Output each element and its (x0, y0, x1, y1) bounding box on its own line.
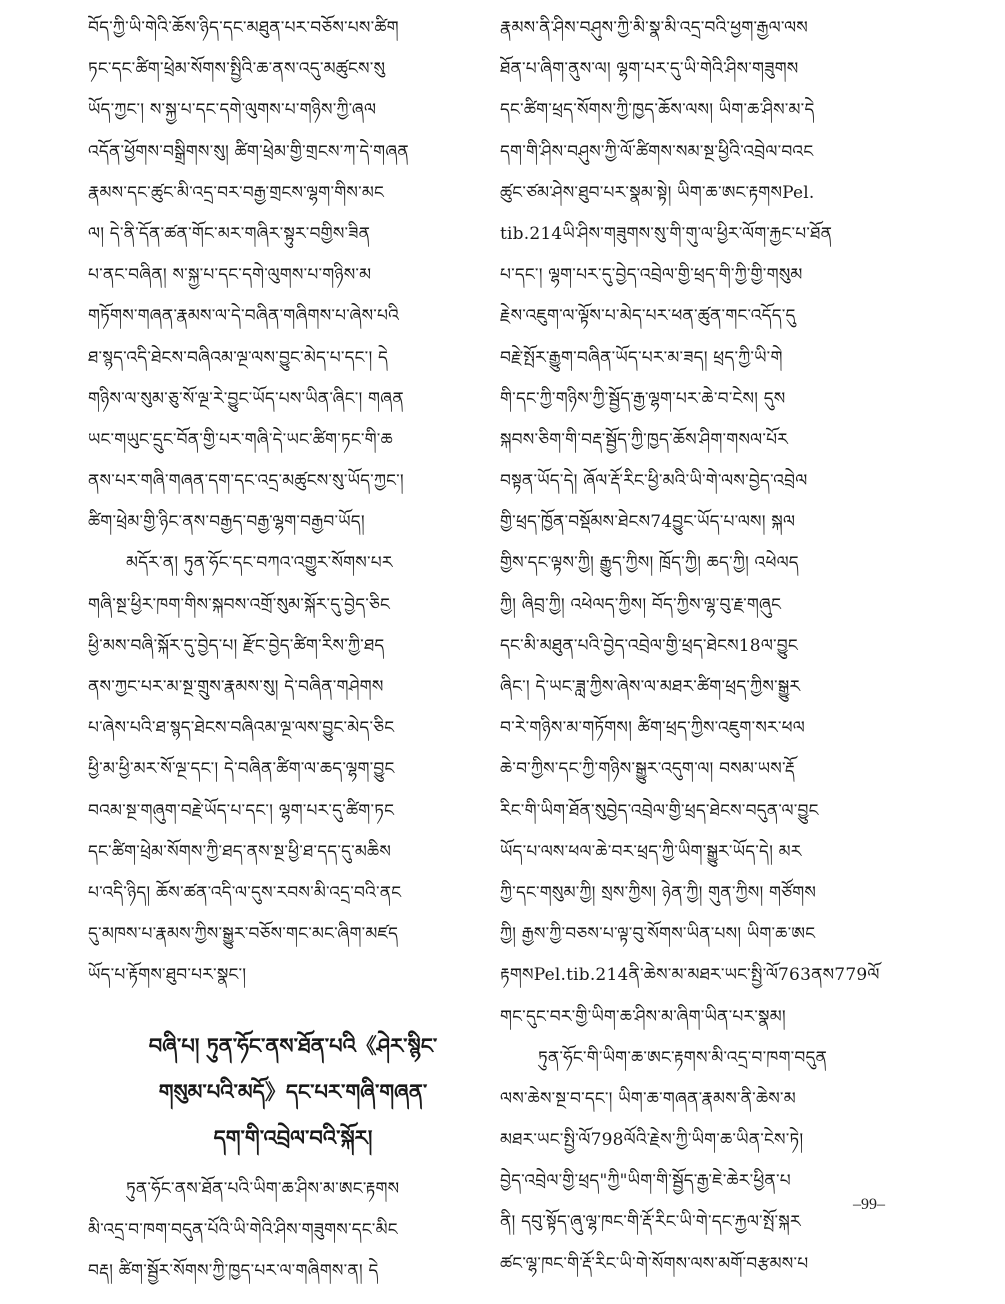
text-line: ཀྱི། ཞིབྲ་ཀྱི། འཕེལད་ཀྱིས། བོད་ཀྱིས་ལྷ་བུ་རྗ་གཞུང (500, 594, 782, 615)
left-column (88, 8, 498, 1292)
right-paragraph-1 (500, 8, 910, 1038)
section-heading (88, 1023, 498, 1161)
text-line: ཀྱི་དང་གསུམ་ཀྱི། སྲས་ཀྱིས། ཉེན་ཀྱི། གུན་ཀྱིས། གཙོགས (500, 882, 817, 903)
text-line: ཐ་སྙད་འདི་ཐེངས་བཞིའམ་ལྔ་ལས་བྱུང་མེད་པ་དང་། དེ (88, 347, 389, 368)
section-heading-line: དག་གི་འབྲེལ་བའི་སྐོར། (213, 1124, 373, 1150)
text-line: སྐབས་ཅིག་གི་བརྡ་སྦྱོད་ཀྱི་ཁྱད་ཆོས་ཤིག་གསལ་པོར (500, 429, 788, 450)
text-line: ཕྱི་མ་ཕྱི་མར་སོ་ལྔ་དང་། དེ་བཞིན་ཚིག་ལ་ཆད་ལྷག་བྱུང (88, 759, 395, 780)
text-line: བསྟན་ཡོད་དེ། ཞོལ་རྡོ་རིང་ཕྱི་མའི་ཡི་གེ་ལས་བྱེད་འབྲེལ (500, 471, 808, 492)
text-line: རྟགསPel.tib.214ནི་ཆེས་མ་མཐར་ཡང་སྤྱི་ལོ763ནས779ལོ (500, 965, 880, 986)
text-line: མདོར་ན། ཏུན་ཧོང་དང་བཀའ་འགྱུར་སོགས་པར (126, 553, 393, 574)
text-line: དུ་མཁས་པ་རྣམས་ཀྱིས་སྒྱུར་བཅོས་གང་མང་ཞིག་མཛད (88, 924, 399, 945)
text-line: བོད་ཀྱི་ཡི་གེའི་ཆོས་ཉིད་དང་མཐུན་པར་བཅོས་པས་ཚིག (88, 18, 399, 38)
text-line: ཕྱི་མས་བཞི་སྐོར་དུ་བྱེད་པ། རྫོང་བྱེད་ཚིག་རིས་ཀྱི་ཐད (88, 635, 385, 656)
text-line: པ་ཞེས་པའི་ཐ་སྙད་ཐེངས་བཞིའམ་ལྔ་ལས་བྱུང་མེད་ཅིང (88, 718, 395, 739)
text-line: གི་དང་ཀྱི་གཉིས་ཀྱི་སྦྱོད་རྒྱ་ལྷག་པར་ཆེ་བ་ངེས། དུས (500, 388, 786, 409)
text-line: དང་ཚིག་ཕྲད་སོགས་ཀྱི་ཁྱད་ཆོས་ལས། ཡིག་ཆ་ཤིས་མ་དེ (500, 100, 815, 121)
left-paragraph-1 (88, 8, 498, 543)
text-line: ཞིང་། དེ་ཡང་ཟླ་ཀྱིས་ཞེས་ལ་མཐར་ཚིག་ཕྲད་ཀྱིས་སྒྱུར (500, 677, 801, 697)
text-line: མཐར་ཡང་སྤྱི་ལོ798ལོའི་རྗེས་ཀྱི་ཡིག་ཆ་ཡིན་ངེས་ཏེ། (500, 1130, 804, 1151)
text-line: ནས་ཀྱང་པར་མ་སྔ་གྲུས་རྣམས་སུ། དེ་བཞིན་གཤེགས (88, 677, 384, 697)
text-line: གང་དུང་བར་གྱི་ཡིག་ཆ་ཤིས་མ་ཞིག་ཡིན་པར་སྣམ། (500, 1006, 786, 1027)
section-heading-line: བཞི་པ། ཏུན་ཧོང་ནས་ཐོན་པའི《ཤེར་སྙིང་ (148, 1032, 438, 1058)
text-line: ལས་ཆེས་སྔ་བ་དང་། ཡིག་ཆ་གཞན་རྣམས་ནི་ཆེས་མ (500, 1088, 796, 1109)
text-line: ཏང་དང་ཚིག་ཕྲེམ་སོགས་སྤྱིའི་ཆ་ནས་འདུ་མཚུངས་སུ (88, 59, 386, 80)
text-line: བ་རེ་གཉིས་མ་གཏོགས། ཚིག་ཕྲད་ཀྱིས་འཇུག་སར་ཕལ (500, 718, 805, 739)
text-line: ཏུན་ཧོང་ནས་ཐོན་པའི་ཡིག་ཆ་ཤིས་མ་ཨང་རྟགས (126, 1178, 400, 1199)
text-line: མི་འདྲ་བ་ཁག་བདུན་པོའི་ཡི་གེའི་ཤིས་གཟུགས་དང་མིང (88, 1219, 398, 1240)
text-line: ཚིག་ཕྲེམ་གྱི་ཉིང་ནས་བརྒྱད་བརྒྱ་ལྷག་བརྒྱབ་ཡོད། (88, 512, 365, 533)
text-line: ཡང་གཡུང་དྲུང་བོན་གྱི་པར་གཞི་དེ་ཡང་ཚིག་ཏང་གི་ཆ (88, 429, 393, 450)
text-line: རིང་གི་ཡིག་ཐོན་སུབྱེད་འབྲེལ་གྱི་ཕྲད་ཐེངས་བདུན་ལ་བྱུང (500, 800, 819, 821)
text-line: རྣམས་དང་ཚུང་མི་འདྲ་བར་བརྒྱ་གྲངས་ལྷག་གིས་མང (88, 182, 384, 203)
left-paragraph-2 (88, 543, 498, 996)
text-line: དག་གི་ཤིས་བཤུས་ཀྱི་ལོ་ཚིགས་སམ་སྔ་ཕྱིའི་འབྲེལ་བའང (500, 141, 814, 162)
text-line: ནས་པར་གཞི་གཞན་དག་དང་འདྲ་མཚུངས་སུ་ཡོད་ཀྱང་། (88, 471, 404, 492)
section-heading-line: གསུམ་པའི་མདོ》དང་པར་གཞི་གཞན་ (158, 1078, 428, 1104)
text-line: ཏུན་ཧོང་གི་ཡིག་ཆ་ཨང་རྟགས་མི་འདྲ་བ་ཁག་བདུན (538, 1047, 828, 1068)
page-number: –99– (853, 1196, 885, 1213)
text-line: གཞི་སྔ་ཕྱིར་ཁག་གིས་སྐབས་འགྲོ་སུམ་སྐོར་དུ་བྱེད་ཅིང (88, 594, 391, 615)
text-line: ནི། དབུ་སྟོད་ཞུ་ལྷ་ཁང་གི་རྡོ་རིང་ཡི་གེ་དང་རྐྱལ་སྤོ་སྐར (500, 1212, 801, 1233)
text-line: འདོན་ཕྱོགས་བསྒྲིགས་སུ། ཚིག་ཕྲེམ་གྱི་གྲངས་ཀ་དེ་གཞན (88, 141, 409, 162)
text-line: བརྡ། ཚིག་སྦྱོར་སོགས་ཀྱི་ཁྱད་པར་ལ་གཞིགས་ན། དེ (88, 1260, 379, 1281)
text-line: དང་ཚིག་ཕྲེམ་སོགས་ཀྱི་ཐད་ནས་སྔ་ཕྱི་ཐ་དད་དུ་མཆིས (88, 841, 392, 862)
text-line: རྗེས་འཇུག་ལ་ལྟོས་པ་མེད་པར་ཕན་ཚུན་གང་འདོད་དུ (500, 306, 796, 327)
text-line: ཡོད་པ་ལས་ཕལ་ཆེ་བར་ཕྲད་ཀྱི་ཡིག་སྒྱུར་ཡོད་དེ། མར (500, 841, 802, 862)
text-line: ཚུང་ཙམ་ཤེས་ཐུབ་པར་སྣམ་སྟེ། ཡིག་ཆ་ཨང་རྟགསPel. (500, 182, 815, 203)
text-line: བརྗེ་སྤོར་རྒྱུག་བཞིན་ཡོད་པར་མ་ཟད། ཕྲད་ཀྱི་ཡི་གེ (500, 347, 783, 368)
right-paragraph-2 (500, 1038, 910, 1285)
text-line: པ་དང་། ལྷག་པར་དུ་བྱེད་འབྲེལ་གྱི་ཕྲད་གི་ཀྱི་གྱི་གསུམ (500, 265, 803, 286)
text-line: ཡོད་ཀྱང་། ས་སྐྱ་པ་དང་དགེ་ལུགས་པ་གཉིས་ཀྱི་ཞལ (88, 100, 377, 121)
right-column (500, 8, 910, 1285)
text-line: པ་ནང་བཞིན། ས་སྐྱ་པ་དང་དགེ་ལུགས་པ་གཉིས་མ (88, 265, 372, 286)
text-line: གཏོགས་གཞན་རྣམས་ལ་དེ་བཞིན་གཞིགས་པ་ཞེས་པའི (88, 306, 400, 327)
left-paragraph-3 (88, 1169, 498, 1293)
text-line: tib.214ཡི་ཤིས་གཟུགས་སུ་གི་གུ་ལ་ཕྱིར་ལོག་རྐྱང་པ་ཐོན (500, 223, 833, 244)
text-line: ལ། དེ་ནི་དོན་ཚན་གོང་མར་གཞིར་སྟུར་བགྱིས་ཟིན (88, 223, 371, 244)
text-line: གྱིས་དང་ལྟས་ཀྱི། རྒྱུད་ཀྱིས། ཁྲོད་ཀྱི། ཆད་ཀྱི། འཕེལད (500, 553, 799, 574)
text-line: བའམ་སྔ་གཞུག་བརྗེ་ཡོད་པ་དང་། ལྷག་པར་དུ་ཚིག་ཏང (88, 800, 395, 821)
text-line: ཐོན་པ་ཞིག་ནུས་ལ། ལྷག་པར་དུ་ཡི་གེའི་ཤིས་གཟུགས (500, 59, 799, 80)
text-line: པ་འདི་ཉིད། ཆོས་ཚན་འདི་ལ་དུས་རབས་མི་འདྲ་བའི་ནང (88, 882, 402, 903)
text-line: རྣམས་ནི་ཤིས་བཤུས་ཀྱི་མི་སྣ་མི་འདྲ་བའི་ཕྱག་རྒྱལ་ལས (500, 18, 808, 38)
text-line: ཡོད་པ་རྟོགས་ཐུབ་པར་སྣང་། (88, 965, 247, 986)
text-line: གྱི་ཕྲད་ཁྱོན་བསྡོམས་ཐེངས74བྱུང་ཡོད་པ་ལས། སྐལ (500, 512, 796, 533)
text-line: ཀྱི། རྒྱས་ཀྱི་བཅས་པ་ལྟ་བུ་སོགས་ཡིན་པས། ཡིག་ཆ་ཨང (500, 924, 816, 945)
text-line: དང་མི་མཐུན་པའི་བྱེད་འབྲེལ་གྱི་ཕྲད་ཐེངས18ལ་བྱུང (500, 635, 798, 656)
text-line: གཉིས་ལ་སུམ་ཅུ་སོ་ལྔ་རེ་བྱུང་ཡོད་པས་ཡིན་ཞིང་། གཞན (88, 388, 404, 409)
text-line: ཚང་ལྷ་ཁང་གི་རྡོ་རིང་ཡི་གེ་སོགས་ལས་མགོ་བརྩམས་པ (500, 1253, 809, 1274)
text-line: བྱེད་འབྲེལ་གྱི་ཕྲད"ཀྱི"ཡིག་གི་སྦྱོད་རྒྱ་ཇེ་ཆེར་ཕྱིན་པ (500, 1171, 791, 1192)
text-line: ཆེ་བ་ཀྱིས་དང་ཀྱི་གཉིས་སྒྱུར་འདུག་ལ། བསམ་ཡས་རྡོ (500, 759, 795, 780)
